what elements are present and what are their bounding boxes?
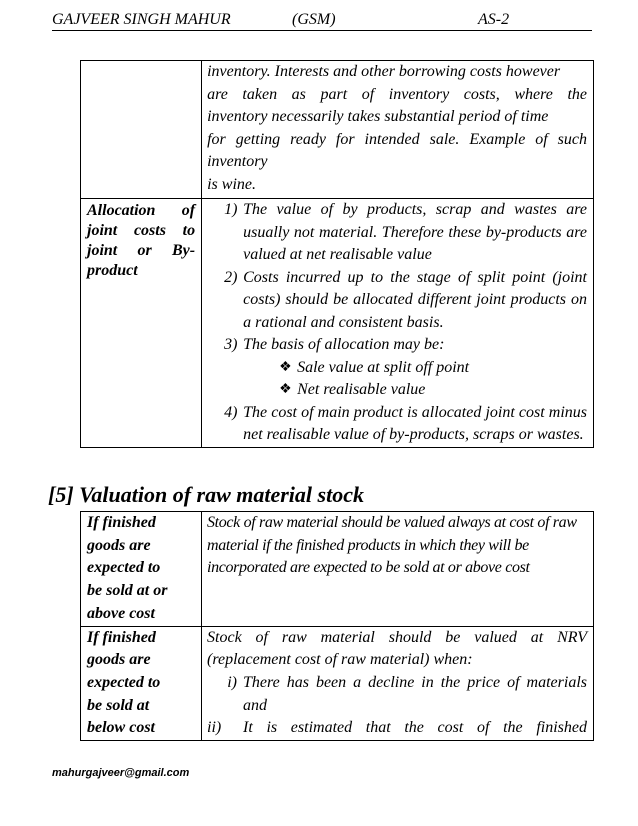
row-heading [81, 199, 202, 448]
list-item [207, 717, 587, 740]
heading-line: If finished [87, 628, 156, 646]
text-line: inventory [207, 153, 268, 170]
table-row [81, 512, 594, 627]
heading-line: be sold at or [87, 582, 168, 600]
list-item [207, 334, 587, 357]
table-row [81, 626, 594, 741]
diamond-bullet-icon: ❖ [279, 382, 292, 397]
diamond-bullet-icon: ❖ [279, 359, 292, 375]
heading-line: expected to [87, 559, 161, 577]
header-standard: AS-2 [478, 11, 510, 28]
item-number: 2) [224, 268, 238, 286]
footer-email: mahurgajveer@gmail.com [52, 767, 190, 779]
item-text: Costs incurred up to the stage of split point (joint costs) should be allocated different joint products on a rational and consistent basis. [243, 268, 587, 331]
row-heading [81, 512, 202, 627]
text-line: inventory necessarily takes substantial period of time [207, 108, 549, 125]
header-author: GAJVEER SINGH MAHUR [52, 11, 231, 28]
list-item [207, 379, 587, 402]
text-line: are taken as part of inventory costs, where the [207, 85, 587, 103]
row-content [202, 199, 594, 448]
heading-line: below cost [87, 719, 155, 737]
list-item [207, 672, 587, 717]
table-row [81, 61, 594, 199]
row-content [202, 512, 594, 627]
row-content [202, 626, 594, 741]
heading-line: goods are [87, 536, 151, 554]
row-text: Stock of raw material should be valued at NRV (replacement cost of raw material) when: [207, 628, 587, 669]
list-item [207, 357, 587, 380]
row-content [202, 61, 594, 199]
row-heading [81, 626, 202, 741]
heading-line: expected to [87, 673, 161, 691]
page-header [52, 6, 592, 31]
item-number: ii) [207, 719, 222, 737]
list-item [207, 199, 587, 267]
heading-line: above cost [87, 604, 155, 622]
item-text: The cost of main product is allocated joint cost minus net realisable value of by-products, scraps or wastes. [243, 403, 587, 443]
bullet-text: Net realisable value [297, 381, 426, 398]
raw-material-table [80, 511, 594, 741]
item-text: It is estimated that the cost of the finished [243, 719, 587, 737]
item-text: There has been a decline in the price of materials and [243, 673, 587, 714]
text-line: inventory. Interests and other borrowing costs however [207, 63, 561, 80]
text-line: for getting ready for intended sale. Example of such [207, 130, 587, 148]
allocation-heading: Allocation of joint costs to joint or By-product [87, 202, 196, 279]
heading-line: be sold at [87, 696, 150, 714]
list-item [207, 267, 587, 335]
row-heading-empty [81, 61, 202, 199]
section-title: [5] Valuation of raw material stock [48, 482, 364, 507]
nrv-conditions [207, 672, 587, 740]
item-number: i) [227, 673, 238, 691]
item-text: The basis of allocation may be: [243, 336, 445, 353]
item-text: The value of by products, scrap and wastes are usually not material. Therefore these by-products are valued at net realisable value [243, 201, 587, 263]
heading-line: goods are [87, 651, 151, 669]
inventory-table [80, 60, 594, 448]
list-item [207, 402, 587, 447]
allocation-list [207, 199, 587, 357]
item-number: 1) [224, 201, 238, 218]
item-number: 4) [224, 403, 238, 421]
row-text: Stock of raw material should be valued always at cost of raw material if the finished products in which they will be incorporated are expected to be sold at or above cost [207, 514, 577, 577]
bullet-text: Sale value at split off point [297, 358, 470, 376]
text-line: is wine. [207, 175, 256, 193]
basis-bullets [207, 357, 587, 402]
allocation-list-cont [207, 402, 587, 447]
table-row [81, 199, 594, 448]
heading-line: If finished [87, 514, 156, 531]
header-code: (GSM) [292, 11, 336, 28]
item-number: 3) [224, 336, 238, 353]
